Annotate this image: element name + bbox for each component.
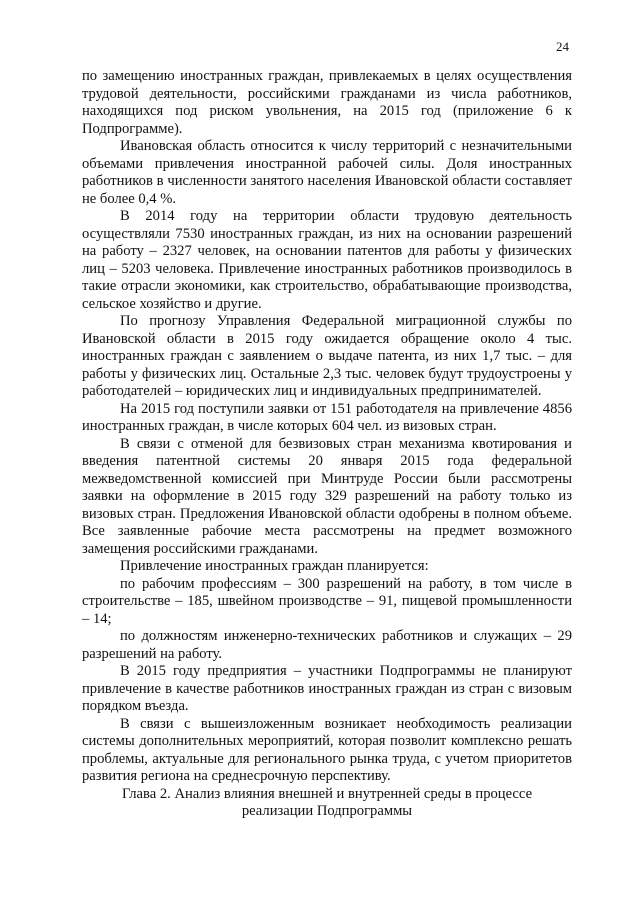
paragraph-conclusion: В связи с вышеизложенным возникает необходимость реализации системы дополнительных мероприятий, которая позволит комплексно решать проблемы, актуальные для регионального рынка труда, с учетом приоритетов развития региона на среднесрочную перспективу. [82, 715, 572, 784]
chapter-heading [82, 786, 572, 821]
paragraph-employer-requests: На 2015 год поступили заявки от 151 работодателя на привлечение 4856 иностранных граждан, в числе которых 604 чел. из визовых стран. [82, 400, 572, 434]
paragraph-participants: В 2015 году предприятия – участники Подпрограммы не планируют привлечение в качестве работников иностранных граждан из стран с визовым порядком въезда. [82, 663, 572, 714]
paragraph-2014-statistics: В 2014 году на территории области трудовую деятельность осуществляли 7530 иностранных граждан, из них на основании разрешений на работу – 2327 человек, на основании патентов для работы у физических лиц – 5203 человека. Привлечение иностранных работников производилось в такие отрасли экономики, как строительство, обрабатывающие производства, сельское хозяйство и другие. [82, 208, 572, 312]
paragraph-planned-intro: Привлечение иностранных граждан планируется: [120, 558, 429, 574]
body-text [82, 68, 572, 821]
paragraph-migration-forecast: По прогнозу Управления Федеральной миграционной службы по Ивановской области в 2015 году ожидается обращение около 4 тыс. иностранных граждан с заявлением о выдаче патента, из них 1,7 тыс. – для работы у физических лиц. Остальные 2,3 тыс. человек будут трудоустроены у работодателей – юридических лиц и индивидуальных предпринимателей. [82, 313, 572, 399]
paragraph-engineering-positions: по должностям инженерно-технических работников и служащих – 29 разрешений на работу. [82, 628, 572, 662]
chapter-heading-line-2: реализации Подпрограммы [241, 803, 413, 819]
page-number: 24 [556, 39, 569, 54]
paragraph-continuation: по замещению иностранных граждан, привлекаемых в целях осуществления трудовой деятельности, российскими гражданами из числа работников, находящихся под риском увольнения, на 2015 год (приложение 6 к Подпрограмме). [82, 68, 572, 137]
chapter-heading-line-1: Глава 2. Анализ влияния внешней и внутренней среды в процессе [121, 785, 533, 802]
paragraph-share-foreign-workers: Ивановская область относится к числу территорий с незначительными объемами привлечения иностранной рабочей силы. Доля иностранных работников в численности занятого населения Ивановской области составляет не более 0,4 %. [82, 138, 572, 207]
paragraph-worker-professions: по рабочим профессиям – 300 разрешений на работу, в том числе в строительстве – 185, швейном производстве – 91, пищевой промышленности – 14; [82, 575, 572, 627]
paragraph-quota-commission: В связи с отменой для безвизовых стран механизма квотирования и введения патентной системы 20 января 2015 года федеральной межведомственной комиссией при Минтруде России были рассмотрены заявки на оформление в 2015 году 329 разрешений на работу только из визовых стран. Предложения Ивановской области одобрены в полном объеме. Все заявленные рабочие места рассмотрены на предмет возможного замещения российскими гражданами. [82, 435, 572, 557]
